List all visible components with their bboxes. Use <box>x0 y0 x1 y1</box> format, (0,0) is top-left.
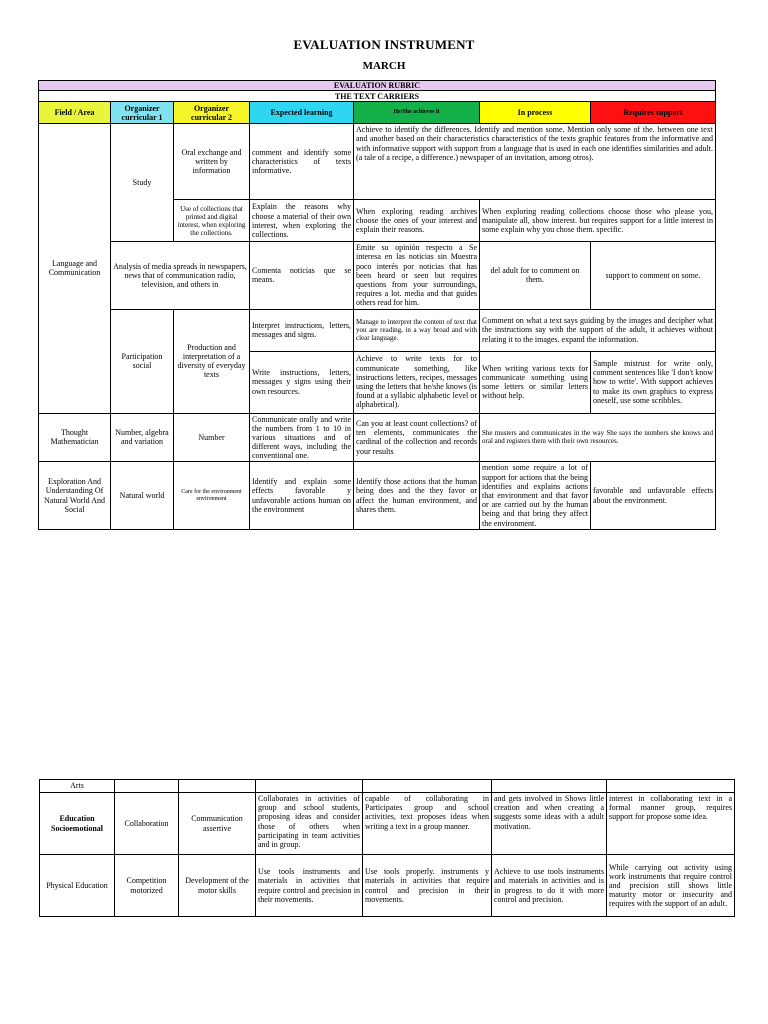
field-socioemotional: Education Socioemotional <box>40 793 115 855</box>
process-cell: Achieve to use tools instruments and materials in activities and is in progress to do it with more control and precision. <box>492 855 607 917</box>
arts-header: Arts <box>40 780 115 793</box>
rubric-subtitle: THE TEXT CARRIERS <box>39 91 716 102</box>
field-thought: Thought Mathematician <box>39 413 111 462</box>
achieves-cell: Emite su opinión respecto a Se interesa en las noticias sin Muestra poco interés por noticias that has been heard or seen but requires questions from your surroundings, requires a lot. media and that guides others read for him. <box>354 242 480 309</box>
org2-care: Care for the environment environment <box>174 462 250 529</box>
header-support: Requires support <box>591 102 716 124</box>
header-org2: Organizer curricular 2 <box>174 102 250 124</box>
org1-number-algebra: Number, algebra and variation <box>111 413 174 462</box>
expected-cell: Communicate orally and write the numbers from 1 to 10 in various situations and of different ways, including the conventional one. <box>250 413 354 462</box>
achieves-cell: Identify those actions that the human being does and the they favor or affect the human environment, and shares them. <box>354 462 480 529</box>
process-cell: When exploring reading collections choose those who please you, manipulate all, show interest. but requires support for a little interest in some explain why you chose them. specific. <box>480 200 716 242</box>
org2-media: Analysis of media spreads in newspapers, news that of communication radio, television, and others in <box>111 242 250 309</box>
org1-competition: Competition motorized <box>115 855 179 917</box>
org1-collaboration: Collaboration <box>115 793 179 855</box>
achieves-cell: Manage to interpret the content of text that you are reading, in a way broad and with clear language. <box>354 309 480 351</box>
org1-natural-world: Natural world <box>111 462 174 529</box>
document-subtitle: MARCH <box>362 60 406 72</box>
empty-header-cell <box>256 780 363 793</box>
org2-communication: Communication assertive <box>179 793 256 855</box>
org2-collections: Use of collections that printed and digital interest, when exploring the collections. <box>174 200 250 242</box>
org2-number: Number <box>174 413 250 462</box>
org1-participation: Participation social <box>111 309 174 413</box>
achieves-cell: capable of collaborating in Participates group and school activities, text proposes ideas when writing a text in a group manner. <box>363 793 492 855</box>
rubric-title: EVALUATION RUBRIC <box>39 81 716 91</box>
support-cell: support to comment on some. <box>591 242 716 309</box>
support-cell: While carrying out activity using work instruments that require control and precision still shows little maturity motor or insecurity and requires with the support of an adult. <box>607 855 735 917</box>
expected-cell: comment and identify some characteristics of texts informative. <box>250 124 354 200</box>
field-language: Language and Communication <box>39 124 111 413</box>
rubric-table <box>38 80 716 530</box>
org1-study: Study <box>111 124 174 242</box>
process-cell: del adult for to comment on them. <box>480 242 591 309</box>
org2-oral: Oral exchange and written by information <box>174 124 250 200</box>
document-title: EVALUATION INSTRUMENT <box>293 37 475 52</box>
expected-cell: Explain the reasons why choose a material of their own interest, when exploring the collections. <box>250 200 354 242</box>
process-cell: Comment on what a text says guiding by the images and decipher what the instructions say with the support of the adult, it achieves without relating it to the images. expand the information. <box>480 309 716 351</box>
achieves-cell: Achieve to identify the differences. Identify and mention some. Mention only some of the. between one text and another based on their characteristics characteristics of the texts graphic features from the informative and with informative support with support from a language that is used in each one identifies similarities and adult. (a tale of a recipe, a difference.) newspaper of an invitation, among otros). <box>354 124 716 200</box>
process-cell: When writing various texts for communicate something using some letters or similar letters without help. <box>480 351 591 413</box>
expected-cell: Interpret instructions, letters, messages and signs. <box>250 309 354 351</box>
empty-header-cell <box>179 780 256 793</box>
achieves-cell: Can you at least count collections? of ten elements, communicates the cardinal of the collection and records your results <box>354 413 480 462</box>
expected-cell: Collaborates in activities of group and school students, proposing ideas and consider those of others when participating in team activities and in group. <box>256 793 363 855</box>
support-cell: Sample mistrust for write only, comment sentences like 'I don't know how to write'. With support achieves to make its own graphics to express oneself, use some scribbles. <box>591 351 716 413</box>
header-achieves: He/She achieves it <box>354 102 480 124</box>
field-exploration: Exploration And Understanding Of Natural World And Social <box>39 462 111 529</box>
expected-cell: Use tools instruments and materials in activities that require control and precision in their movements. <box>256 855 363 917</box>
process-cell: She musters and communicates in the way She says the numbers she knows and oral and registers them with their own resources. <box>480 413 716 462</box>
empty-header-cell <box>115 780 179 793</box>
expected-cell: Write instructions, letters, messages y signs using their own resources. <box>250 351 354 413</box>
process-cell: mention some require a lot of support for actions that the being identifies and explains actions that environment and that favor or are carried out by the human being and that bring they affect the environment. <box>480 462 591 529</box>
expected-cell: Comenta noticias que se means. <box>250 242 354 309</box>
header-expected: Expected learning <box>250 102 354 124</box>
support-cell: favorable and unfavorable effects about the environment. <box>591 462 716 529</box>
support-cell: interest in collaborating text in a formal manner group, requires support for propose some idea. <box>607 793 735 855</box>
empty-header-cell <box>363 780 492 793</box>
org2-production: Production and interpretation of a diversity of everyday texts <box>174 309 250 413</box>
expected-cell: Identify and explain some effects favorable y unfavorable actions human on the environment <box>250 462 354 529</box>
achieves-cell: Use tools properly. instruments y materials in activities that require control and precision in their movements. <box>363 855 492 917</box>
header-process: In process <box>480 102 591 124</box>
empty-header-cell <box>492 780 607 793</box>
header-org1: Organizer curricular 1 <box>111 102 174 124</box>
field-physical-education: Physical Education <box>40 855 115 917</box>
header-field: Field / Area <box>39 102 111 124</box>
empty-header-cell <box>607 780 735 793</box>
arts-table <box>39 779 735 917</box>
org2-motor-skills: Development of the motor skills <box>179 855 256 917</box>
achieves-cell: When exploring reading archives choose the ones of your interest and explain their reasons. <box>354 200 480 242</box>
process-cell: and gets involved in Shows little creation and when creating a suggests some ideas with a adult motivation. <box>492 793 607 855</box>
achieves-cell: Achieve to write texts for to communicate something, like instructions letters, recipes, messages using the letters that he/she knows (is found at a syllabic alphabetic level or alphabetical). <box>354 351 480 413</box>
